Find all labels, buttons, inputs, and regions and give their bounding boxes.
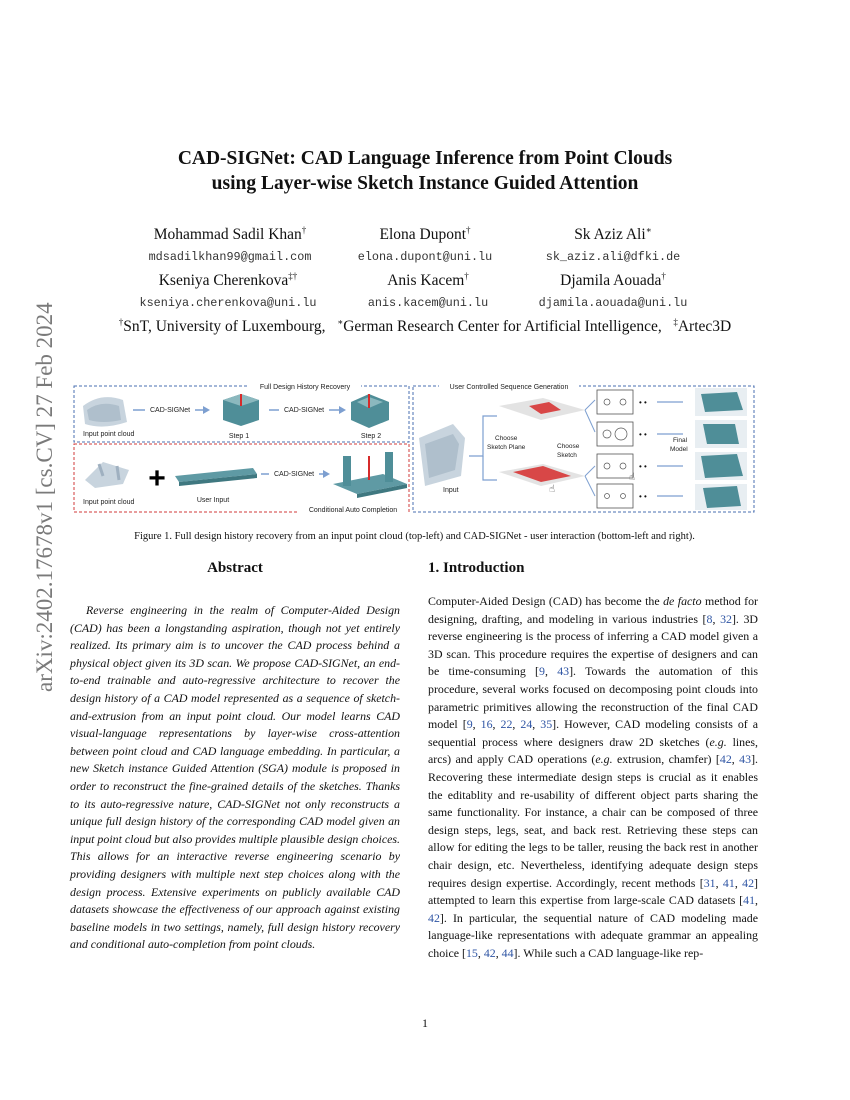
citation-link[interactable]: 24 (520, 717, 533, 732)
panel-title-user: User Controlled Sequence Generation (449, 384, 569, 391)
intro-segment: e.g. (709, 734, 727, 749)
citation-link[interactable]: 41 (722, 875, 735, 890)
arrow-label-3: CAD-SIGNet (273, 471, 315, 478)
abstract-heading: Abstract (207, 560, 263, 576)
author-mark: † (301, 224, 307, 235)
author-name: Anis Kacem (387, 272, 465, 289)
title-line-1: CAD-SIGNet: CAD Language Inference from Point Clouds (177, 148, 673, 169)
cursor-icon-2: ☝ (629, 472, 636, 483)
author-mark: † (466, 224, 471, 235)
choose-plane-2: Sketch Plane (487, 444, 526, 451)
author-name: Djamila Aouada (560, 272, 662, 289)
author-mark: † (661, 270, 666, 281)
intro-segment: ] attempted to learn this expertise from large-scale CAD datasets [ (428, 875, 759, 908)
author-email: djamila.aouada@uni.lu (538, 296, 688, 310)
author-email: sk_aziz.ali@dfki.de (545, 250, 681, 264)
step2-model (351, 394, 389, 428)
author-mark: † (464, 270, 469, 281)
plus-sign: + (148, 462, 166, 495)
intro-segment: , (472, 717, 481, 732)
affiliations (40, 318, 810, 336)
final-models (695, 388, 747, 510)
intro-text (428, 593, 758, 962)
choose-sketch-2: Sketch (557, 452, 577, 459)
citation-link[interactable]: 22 (500, 717, 513, 732)
continuation-dots (639, 398, 647, 501)
page-number: 1 (422, 1016, 428, 1030)
affil-mark: † (118, 316, 124, 327)
citation-link[interactable]: 9 (466, 717, 473, 732)
affiliation: Artec3D (677, 318, 732, 335)
intro-segment: , (492, 717, 501, 732)
svg-text:• •: • • (639, 398, 647, 407)
intro-segment: ]. 3D reverse engineering is the process of inferring a CAD model given a 3D scan. This procedure requires the expertise of designers and can be time-consuming [ (428, 611, 759, 679)
svg-text:• •: • • (639, 462, 647, 471)
intro-segment: , (512, 717, 521, 732)
intro-segment: ]. Recovering these intermediate design steps is crucial as it enables the editablity and re-usability of different object parts sharing the same functionality. For instance, a chair can be composed of three design steps, legs, seat, and back rest. Retrieving these steps can allow for editing the legs to be taller, reusing the back rest in another chair design, etc. Nevertheless, identifying adequate design steps requires design expertise. Accordingly, recent methods [ (428, 752, 758, 890)
intro-segment: , (544, 664, 558, 679)
author-block (483, 271, 743, 310)
citation-link[interactable]: 43 (739, 752, 752, 767)
intro-segment: extrusion, chamfer) [ (612, 752, 720, 767)
author-mark: ‡† (288, 270, 298, 281)
intro-segment: , (734, 875, 743, 890)
intro-segment: , (715, 875, 723, 890)
intro-segment: de facto (663, 594, 702, 608)
author-email: anis.kacem@uni.lu (367, 296, 489, 310)
input-pc-label-2: Input point cloud (83, 499, 135, 506)
user-input-label: User Input (196, 497, 230, 504)
citation-link[interactable]: 41 (743, 893, 756, 908)
citation-link[interactable]: 42 (483, 945, 496, 960)
abstract-text: Reverse engineering in the realm of Computer-Aided Design (CAD) has been a longstanding aspiration, though not yet entirely realized. Its primary aim is to uncover the CAD process behind a physical object given its 3D scan. We propose CAD-SIGNet, an end-to-end trainable and auto-regressive architecture to recover the design history of a CAD model represented as a sequence of sketch-and-extrusion from an input point cloud. Our model learns CAD visual-language representations by layer-wise cross-attention between point cloud and CAD language embedding. In particular, a new Sketch instance Guided Attention (SGA) module is proposed in order to reconstruct the fine-grained details of the sketches. Thanks to its auto-regressive nature, CAD-SIGNet not only reconstructs a unique full design history of the corresponding CAD model given an input point cloud but also provides multiple plausible design choices. This allows for an interactive reverse engineering scenario by providing designers with multiple next step choices along with the design process. Extensive experiments on publicly available CAD datasets showcase the effectiveness of our approach against existing baseline models in two settings, namely, full design history recovery and conditional auto-completion from point clouds. (70, 603, 400, 952)
author-name: Kseniya Cherenkova (158, 272, 289, 289)
intro-segment: ]. While such a CAD language-like rep- (513, 945, 704, 960)
citation-link[interactable]: 31 (703, 875, 716, 890)
arxiv-stamp (22, 292, 62, 692)
final-label-2: Model (670, 446, 688, 453)
citation-link[interactable]: 35 (540, 717, 553, 732)
arxiv-id: arXiv:2402.17678v1 [cs.CV] 27 Feb 2024 (32, 302, 57, 692)
author-email: kseniya.cherenkova@uni.lu (139, 296, 317, 310)
completed-model (333, 452, 407, 498)
intro-segment: , (712, 611, 721, 626)
citation-link[interactable]: 8 (706, 611, 713, 626)
panel-title-completion: Conditional Auto Completion (308, 507, 398, 514)
intro-heading: 1. Introduction (428, 560, 525, 576)
final-label-1: Final (673, 437, 688, 444)
author-email: elona.dupont@uni.lu (357, 250, 493, 264)
citation-link[interactable]: 32 (720, 611, 732, 626)
svg-text:• •: • • (639, 430, 647, 439)
author-name: Mohammad Sadil Khan (153, 226, 302, 243)
arrow-label-1: CAD-SIGNet (149, 407, 191, 414)
intro-segment: lines, arcs) and apply CAD operations ( (428, 734, 758, 767)
panel-title-recovery: Full Design History Recovery (259, 384, 351, 391)
citation-link[interactable]: 15 (465, 945, 478, 960)
affiliation: German Research Center for Artificial Intelligence, (343, 318, 662, 335)
affiliation: SnT, University of Luxembourg, (123, 318, 326, 335)
citation-link[interactable]: 42 (428, 910, 440, 925)
figure-caption: Figure 1. Full design history recovery from an input point cloud (top-left) and CAD-SIGNet - user interaction (bottom-left and right). (134, 531, 695, 542)
cursor-icon: ☝ (549, 484, 556, 495)
user-input-plate (175, 468, 257, 486)
partial-point-cloud-icon (85, 462, 129, 488)
input-label: Input (443, 487, 459, 494)
citation-link[interactable]: 16 (480, 717, 493, 732)
intro-segment: Computer-Aided Design (CAD) has become the (428, 594, 664, 608)
intro-segment: , (477, 945, 484, 960)
intro-segment: ]. In particular, the sequential nature of CAD modeling made language-like representations with adequate grammar an appealing choice [ (428, 910, 758, 960)
intro-segment: , (755, 893, 758, 908)
title-line-2: using Layer-wise Sketch Instance Guided Attention (211, 173, 639, 194)
choose-plane-1: Choose (495, 435, 518, 442)
figure-1 (73, 380, 756, 514)
intro-segment: method for designing, drafting, and modeling in various industries [ (428, 594, 758, 626)
intro-segment: ]. However, CAD modeling consists of a sequential process where designers draw 2D sketches ( (428, 717, 759, 749)
citation-link[interactable]: 44 (501, 945, 514, 960)
intro-segment: , (532, 717, 541, 732)
paper-title (80, 146, 770, 196)
citation-link[interactable]: 9 (539, 664, 545, 679)
affil-mark: ∗ (337, 316, 344, 327)
author-name: Elona Dupont (379, 226, 467, 243)
author-email: mdsadilkhan99@gmail.com (148, 250, 312, 264)
sketch-options (597, 390, 636, 508)
input-pc-right (419, 424, 465, 486)
citation-link[interactable]: 42 (742, 875, 755, 890)
author-name: Sk Aziz Ali (574, 226, 646, 243)
intro-segment: , (495, 945, 502, 960)
affil-mark: ‡ (673, 316, 678, 327)
step2-label: Step 2 (360, 433, 382, 440)
arrow-label-2: CAD-SIGNet (283, 407, 325, 414)
citation-link[interactable]: 42 (719, 752, 732, 767)
step1-label: Step 1 (228, 433, 250, 440)
intro-segment: , (731, 752, 740, 767)
point-cloud-icon (83, 397, 127, 426)
citation-link[interactable]: 43 (557, 664, 570, 679)
choose-sketch-1: Choose (557, 443, 580, 450)
svg-text:• •: • • (639, 492, 647, 501)
intro-segment: ]. Towards the automation of this procedure, several works focused on decomposing point clouds into parametric primitives allowing the reconstruction of the final CAD model [ (428, 664, 759, 732)
input-pc-label: Input point cloud (83, 431, 135, 438)
author-block (483, 225, 743, 264)
intro-segment: e.g. (595, 752, 613, 767)
step1-model (223, 394, 259, 426)
author-mark: ∗ (645, 224, 652, 235)
